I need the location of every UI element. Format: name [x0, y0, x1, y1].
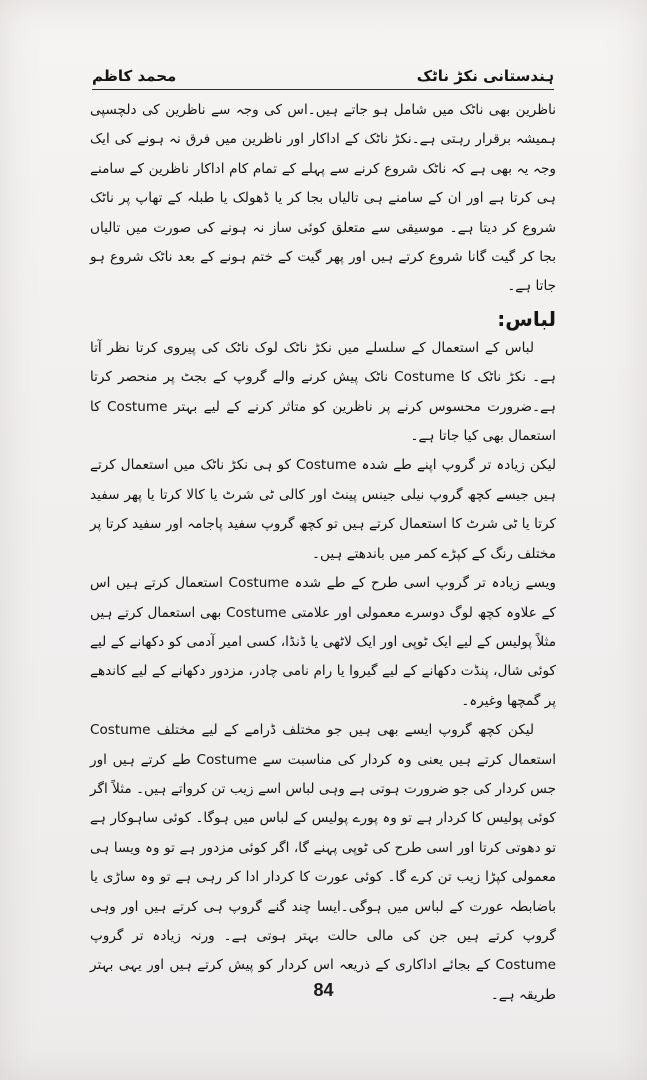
author-name: محمد کاظم	[92, 67, 177, 85]
book-title: ہندستانی نکڑ ناٹک	[416, 67, 554, 85]
paragraph: لیکن زیادہ تر گروپ اپنے طے شدہ Costume کو ہی نکڑ ناٹک میں استعمال کرتے ہیں جیسے کچھ گروپ نیلی جینس پینٹ اور کالی ٹی شرٹ یا کالا کرتا یا پھر سفید کرتا یا ٹی شرٹ کا استعمال کرتے ہیں تو کچھ گروپ سفید پاجامہ اور سفید کرتا پر مختلف رنگ کے کپڑے کمر میں باندھتے ہیں۔	[90, 457, 556, 562]
paragraph: لباس کے استعمال کے سلسلے میں نکڑ ناٹک لوک ناٹک کی پیروی کرتا نظر آتا ہے۔ نکڑ ناٹک کا Costume ناٹک پیش کرنے والے گروپ کے بجٹ پر منحصر کرتا ہے۔ضرورت محسوس کرنے پر ناظرین کو متاثر کرنے کے لیے بہتر Costume کا استعمال بھی کیا جاتا ہے۔	[90, 339, 556, 445]
section-heading: لباس:	[497, 306, 556, 331]
paragraph: لیکن کچھ گروپ ایسے بھی ہیں جو مختلف ڈرامے کے لیے مختلف Costume استعمال کرتے ہیں یعنی وہ کردار کی مناسبت سے Costume طے کرتے ہیں اور جس کردار کی جو ضرورت ہوتی ہے وہی لباس اسے زیب تن کرواتے ہیں۔ مثلاً اگر کوئی پولیس کا کردار ہے تو وہ پورے پولیس کے لباس میں ہوگا۔ کوئی ساہوکار ہے تو دھوتی کرتا اور اسی طرح کی ٹوپی پہنے گا، اگر کوئی مزدور ہے تو وہ ویسا ہی معمولی کپڑا زیب تن کرے گا۔ کوئی عورت کا کردار ادا کر رہی ہے تو وہ ساڑی یا باضابطہ عورت کے لباس میں ہوگی۔ایسا چند گنے گروپ ہی کرتے ہیں اور وہی گروپ کرتے ہیں جن کی مالی حالت بہتر ہوتی ہے۔ ورنہ زیادہ تر گروپ Costume کے بجائے اداکاری کے ذریعہ اس کردار کو پیش کرتے ہیں اور یہی بہتر طریقہ ہے۔	[90, 722, 556, 1003]
running-header	[92, 63, 554, 90]
paragraph: ویسے زیادہ تر گروپ اسی طرح کے طے شدہ Costume استعمال کرتے ہیں اس کے علاوہ کچھ لوگ دوسرے معمولی اور علامتی Costume بھی استعمال کرتے ہیں مثلاً پولیس کے لیے ایک ٹوپی اور ایک لاٹھی یا ڈنڈا، کسی امیر آدمی کو دکھانے کے لیے کوئی شال، پنڈت دکھانے کے لیے گیروا یا رام نامی چادر، مزدور دکھانے کے لیے کاندھے پر گمچھا وغیرہ۔	[90, 575, 556, 709]
page-number: 84	[313, 980, 334, 1000]
paragraph-intro: ناظرین بھی ناٹک میں شامل ہو جاتے ہیں۔اس کی وجہ سے ناظرین کی دلچسپی ہمیشہ برقرار رہتی ہے۔نکڑ ناٹک کے اداکار اور ناظرین میں فرق نہ ہونے کی ایک وجہ یہ بھی ہے کہ ناٹک شروع کرنے سے پہلے کے تمام کام اداکار ناظرین کے سامنے ہی کرتا ہے اور ان کے سامنے ہی تالیاں بجا کر یا ڈھولک یا طبلہ کے تھاپ پر ناٹک شروع کر دیتا ہے۔ موسیقی سے متعلق کوئی ساز نہ ہونے کی صورت میں تالیاں بجا کر گیت گانا شروع کرتے ہیں اور پھر گیت کے ختم ہونے کے بعد ناٹک شروع ہو جاتا ہے۔	[90, 102, 556, 295]
